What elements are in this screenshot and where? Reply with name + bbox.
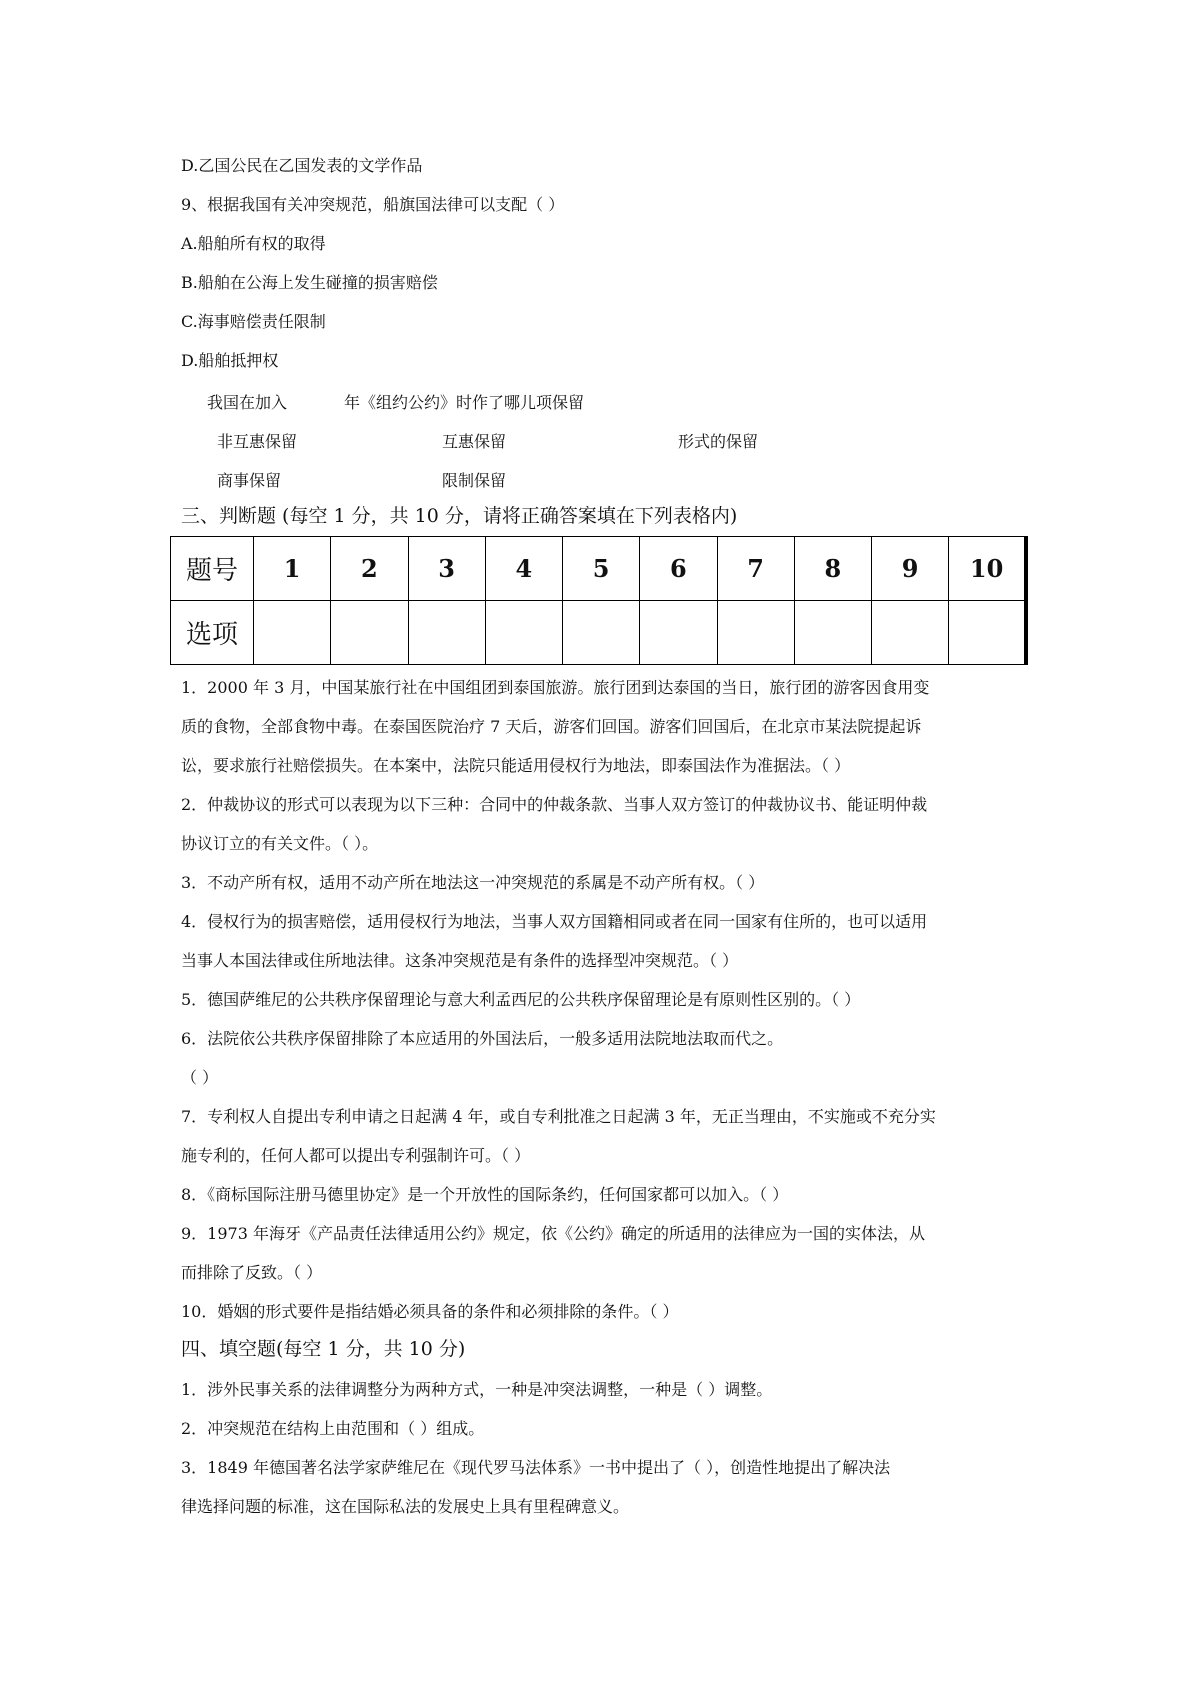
s4-item-3-line-1: 3．1849 年德国著名法学家萨维尼在《现代罗马法体系》一书中提出了（ ），创造性地提出了解决法 — [181, 1458, 891, 1477]
q9-option-b: B.船舶在公海上发生碰撞的损害赔偿 — [181, 273, 438, 292]
s3-item-8: 8．《商标国际注册马德里协定》是一个开放性的国际条约，任何国家都可以加入。（ ） — [181, 1185, 789, 1204]
answer-cell-1[interactable] — [254, 601, 331, 665]
answer-cell-2[interactable] — [331, 601, 408, 665]
table-row-label-option: 选项 — [171, 601, 254, 665]
table-row-label-number: 题号 — [171, 537, 254, 601]
s3-item-1-line-2: 质的食物，全部食物中毒。在泰国医院治疗 7 天后，游客们回国。游客们回国后，在北京市某法院提起诉 — [181, 717, 922, 736]
s3-item-7-line-2: 施专利的，任何人都可以提出专利强制许可。（ ） — [181, 1146, 531, 1165]
table-col-6: 6 — [640, 537, 717, 601]
s3-item-4-line-1: 4．侵权行为的损害赔偿，适用侵权行为地法，当事人双方国籍相同或者在同一国家有住所的，也可以适用 — [181, 912, 928, 931]
q10-option-4: 商事保留 — [217, 471, 282, 490]
q10-option-5: 限制保留 — [442, 471, 507, 490]
q9-stem: 9、根据我国有关冲突规范，船旗国法律可以支配（ ） — [181, 195, 565, 214]
table-col-9: 9 — [872, 537, 949, 601]
s3-item-7-line-1: 7．专利权人自提出专利申请之日起满 4 年，或自专利批准之日起满 3 年，无正当理由，不实施或不充分实 — [181, 1107, 936, 1126]
answer-cell-10[interactable] — [949, 601, 1026, 665]
table-col-4: 4 — [485, 537, 562, 601]
table-col-3: 3 — [408, 537, 485, 601]
s4-item-3-line-2: 律选择问题的标准，这在国际私法的发展史上具有里程碑意义。 — [181, 1497, 630, 1516]
s4-item-1: 1．涉外民事关系的法律调整分为两种方式，一种是冲突法调整，一种是（ ）调整。 — [181, 1380, 773, 1399]
answer-table — [170, 536, 1028, 665]
answer-cell-4[interactable] — [485, 601, 562, 665]
s3-item-4-line-2: 当事人本国法律或住所地法律。这条冲突规范是有条件的选择型冲突规范。（ ） — [181, 951, 739, 970]
q10-option-3: 形式的保留 — [678, 432, 759, 451]
s3-item-1-line-3: 讼，要求旅行社赔偿损失。在本案中，法院只能适用侵权行为地法，即泰国法作为准据法。（ ） — [181, 756, 851, 775]
s3-item-9-line-1: 9．1973 年海牙《产品责任法律适用公约》规定，依《公约》确定的所适用的法律应为一国的实体法，从 — [181, 1224, 925, 1243]
s3-item-9-line-2: 而排除了反致。（ ） — [181, 1263, 323, 1282]
answer-cell-3[interactable] — [408, 601, 485, 665]
q10-stem-part1: 我国在加入 — [207, 393, 288, 412]
table-col-1: 1 — [254, 537, 331, 601]
s4-item-2: 2．冲突规范在结构上由范围和（ ）组成。 — [181, 1419, 485, 1438]
q10-stem-part2: 年《组约公约》时作了哪儿项保留 — [344, 393, 585, 412]
s3-item-5: 5．德国萨维尼的公共秩序保留理论与意大利孟西尼的公共秩序保留理论是有原则性区别的。（ ） — [181, 990, 861, 1009]
answer-table-number-row — [171, 537, 1027, 601]
q9-option-d: D.船舶抵押权 — [181, 351, 279, 370]
answer-cell-6[interactable] — [640, 601, 717, 665]
q9-option-a: A.船舶所有权的取得 — [181, 234, 326, 253]
s3-item-6-line-2: （ ） — [181, 1068, 219, 1087]
q10-option-2: 互惠保留 — [442, 432, 507, 451]
q10-option-1: 非互惠保留 — [217, 432, 298, 451]
s3-item-1-line-1: 1．2000 年 3 月，中国某旅行社在中国组团到泰国旅游。旅行团到达泰国的当日，旅行团的游客因食用变 — [181, 678, 930, 697]
answer-cell-5[interactable] — [563, 601, 640, 665]
s3-item-2-line-2: 协议订立的有关文件。（ ）。 — [181, 834, 379, 853]
table-col-2: 2 — [331, 537, 408, 601]
q9-option-c: C.海事赔偿责任限制 — [181, 312, 326, 331]
table-col-10: 10 — [949, 537, 1026, 601]
section3-title: 三、判断题 (每空 1 分，共 10 分，请将正确答案填在下列表格内) — [181, 505, 738, 527]
answer-cell-8[interactable] — [794, 601, 871, 665]
s3-item-10: 10．婚姻的形式要件是指结婚必须具备的条件和必须排除的条件。（ ） — [181, 1302, 679, 1321]
table-col-8: 8 — [794, 537, 871, 601]
table-col-7: 7 — [717, 537, 794, 601]
table-col-5: 5 — [563, 537, 640, 601]
q8-option-d: D.乙国公民在乙国发表的文学作品 — [181, 156, 423, 175]
answer-table-option-row — [171, 601, 1027, 665]
section4-title: 四、填空题(每空 1 分，共 10 分) — [181, 1338, 466, 1360]
s3-item-6-line-1: 6．法院依公共秩序保留排除了本应适用的外国法后，一般多适用法院地法取而代之。 — [181, 1029, 784, 1048]
answer-cell-9[interactable] — [872, 601, 949, 665]
answer-cell-7[interactable] — [717, 601, 794, 665]
s3-item-3: 3．不动产所有权，适用不动产所在地法这一冲突规范的系属是不动产所有权。（ ） — [181, 873, 765, 892]
s3-item-2-line-1: 2．仲裁协议的形式可以表现为以下三种：合同中的仲裁条款、当事人双方签订的仲裁协议书、能证明仲裁 — [181, 795, 928, 814]
